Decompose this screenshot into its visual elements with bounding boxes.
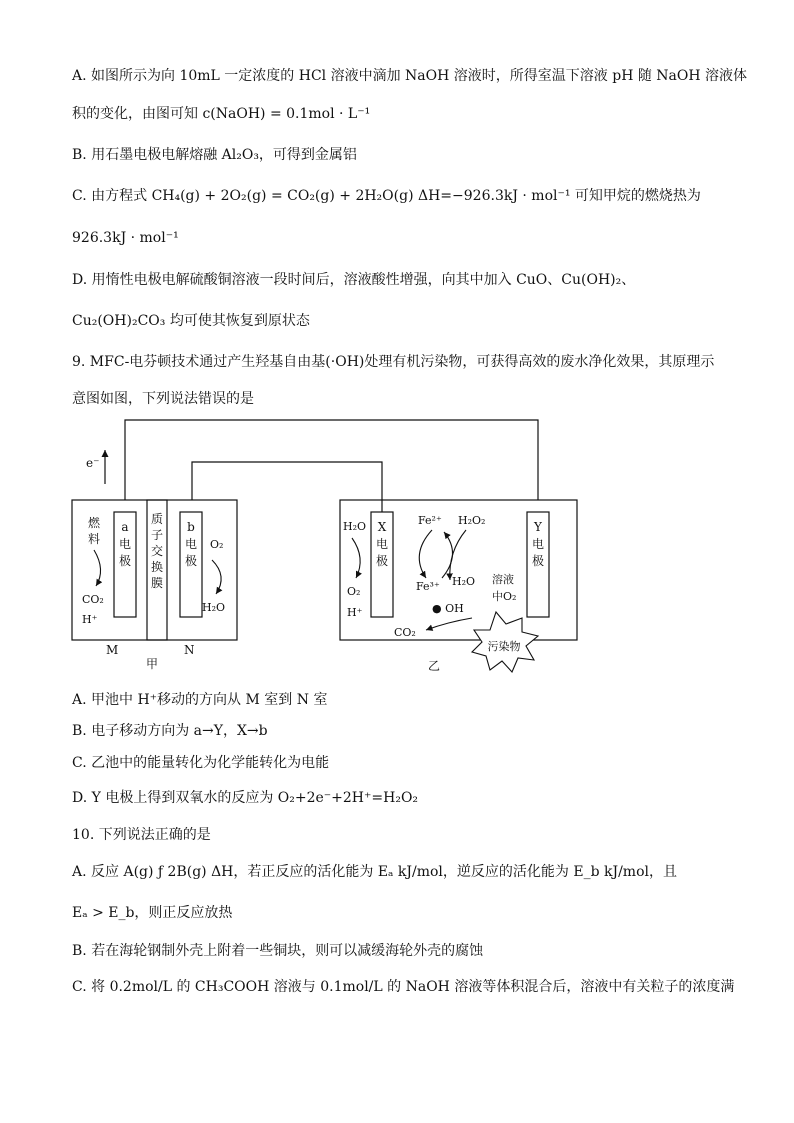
q10-option-c-line1: C. 将 0.2mol/L 的 CH₃COOH 溶液与 0.1mol/L 的 NaOH 溶液等体积混合后，溶液中有关粒子的浓度满: [72, 979, 735, 995]
electrode-b-label-2: 电: [184, 537, 198, 551]
q8-option-d-line2: Cu₂(OH)₂CO₃ 均可使其恢复到原状态: [72, 313, 310, 329]
o2-left-label: O₂: [210, 538, 224, 551]
co2-left-label: CO₂: [82, 593, 104, 606]
q10-option-b: B. 若在海轮钢制外壳上附着一些铜块，则可以减缓海轮外壳的腐蚀: [72, 943, 484, 959]
membrane-label-3: 交: [150, 544, 164, 558]
electron-label: e⁻: [86, 456, 100, 470]
diagram-svg: [60, 412, 600, 682]
q10-option-a-line1: A. 反应 A(g) ƒ 2B(g) ΔH，若正反应的活化能为 Eₐ kJ/mol，逆反应的活化能为 E_b kJ/mol，且: [72, 864, 677, 880]
room-n-label: N: [184, 643, 195, 657]
membrane-label-5: 膜: [150, 576, 164, 590]
q8-option-c-line2: 926.3kJ · mol⁻¹: [72, 230, 179, 246]
solution-label-2: 中O₂: [492, 590, 517, 603]
outer-wire: [125, 420, 538, 500]
q8-option-a-line2: 积的变化，由图可知 c(NaOH) = 0.1mol · L⁻¹: [72, 106, 371, 122]
electrode-b-label-3: 极: [184, 554, 198, 568]
electrode-y-label-2: 电: [531, 537, 545, 551]
oh-radical-label: ● OH: [432, 602, 464, 615]
oh-to-co2-arrow: [426, 618, 472, 630]
electrode-a-label-2: 电: [118, 537, 132, 551]
fe3-to-fe2-arrow: [442, 532, 453, 578]
o2-right-label: O₂: [347, 585, 361, 598]
electrode-a-label-3: 极: [118, 554, 132, 568]
h-left-label: H⁺: [82, 613, 98, 626]
o2-arrow: [212, 560, 221, 594]
membrane-label-2: 子: [150, 528, 164, 542]
h2o-arrow: [352, 538, 360, 578]
q9-option-d: D. Y 电极上得到双氧水的反应为 O₂+2e⁻+2H⁺=H₂O₂: [72, 790, 419, 806]
fe2-label: Fe²⁺: [418, 514, 442, 527]
room-m-label: M: [106, 643, 119, 657]
fuel-label-2: 料: [88, 532, 101, 546]
h-right-label: H⁺: [347, 606, 363, 619]
q9-stem-line2: 意图如图，下列说法错误的是: [72, 391, 254, 407]
h2o-mid-label: H₂O: [452, 575, 476, 588]
electrode-a-label-1: a: [121, 520, 129, 534]
q9-option-c: C. 乙池中的能量转化为化学能转化为电能: [72, 755, 330, 771]
h2o2-arrow: [450, 530, 466, 580]
electrode-y-label-1: Y: [534, 520, 542, 534]
fe2-to-fe3-arrow: [419, 530, 432, 578]
q9-option-b: B. 电子移动方向为 a→Y，X→b: [72, 723, 268, 739]
co2-right-label: CO₂: [394, 626, 416, 639]
pollutant-label: 污染物: [487, 640, 521, 653]
cell-yi-label: 乙: [428, 659, 441, 673]
fuel-label-1: 燃: [88, 516, 101, 530]
q9-stem-line1: 9. MFC-电芬顿技术通过产生羟基自由基(·OH)处理有机污染物，可获得高效的废水净化效果，其原理示: [72, 354, 715, 370]
electrode-x-label-2: 电: [375, 537, 389, 551]
q10-stem: 10. 下列说法正确的是: [72, 827, 211, 843]
q10-option-a-line2: Eₐ > E_b，则正反应放热: [72, 905, 233, 921]
membrane-label-4: 换: [150, 560, 164, 574]
q8-option-a-line1: A. 如图所示为向 10mL 一定浓度的 HCl 溶液中滴加 NaOH 溶液时，所得室温下溶液 pH 随 NaOH 溶液体: [72, 68, 748, 84]
mfc-fenton-diagram: [60, 412, 600, 686]
h2o-left-label: H₂O: [202, 601, 226, 614]
fuel-arrow: [94, 550, 101, 586]
electrode-x-label-1: X: [377, 520, 387, 534]
solution-label-1: 溶液: [492, 573, 514, 586]
h2o-right-label: H₂O: [343, 520, 367, 533]
q9-option-a: A. 甲池中 H⁺移动的方向从 M 室到 N 室: [72, 692, 328, 708]
electrode-b-label-1: b: [187, 520, 195, 534]
electrode-y-label-3: 极: [531, 554, 545, 568]
cell-jia-label: 甲: [146, 657, 159, 671]
h2o2-label: H₂O₂: [458, 514, 486, 527]
fe3-label: Fe³⁺: [416, 580, 440, 593]
q8-option-c-line1: C. 由方程式 CH₄(g) + 2O₂(g) = CO₂(g) + 2H₂O(g) ΔH=−926.3kJ · mol⁻¹ 可知甲烷的燃烧热为: [72, 188, 701, 204]
q8-option-d-line1: D. 用惰性电极电解硫酸铜溶液一段时间后，溶液酸性增强，向其中加入 CuO、Cu(OH)₂、: [72, 272, 636, 288]
q8-option-b: B. 用石墨电极电解熔融 Al₂O₃，可得到金属铝: [72, 147, 357, 163]
inner-wire: [192, 462, 382, 512]
electrode-x-label-3: 极: [375, 554, 389, 568]
membrane-label-1: 质: [150, 512, 164, 526]
